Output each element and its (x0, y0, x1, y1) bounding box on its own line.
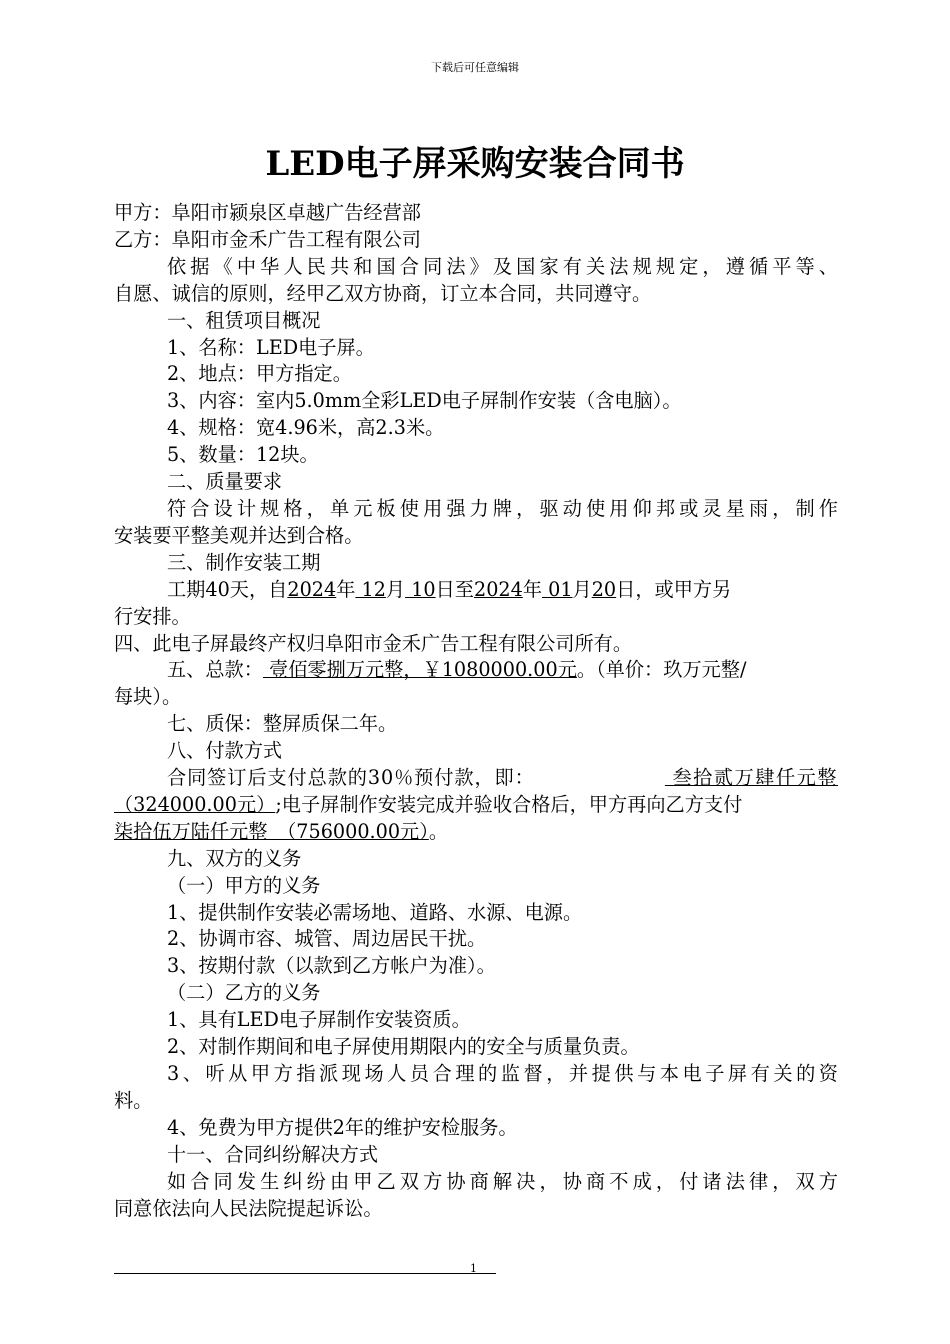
payment-prefix: 合同签订后支付总款的30％预付款，即： (167, 766, 535, 790)
party-b-duties-title: （二）乙方的义务 (167, 981, 321, 1005)
total-suffix: 。（单价：玖万元整/ (576, 658, 747, 682)
intro-line-1: 依据《中华人民共和国合同法》及国家有关法规规定，遵循平等、 (167, 254, 838, 278)
section-5-text-2: 每块）。 (114, 685, 182, 709)
section-11-title: 十一、合同纠纷解决方式 (167, 1142, 379, 1166)
section-8-title: 八、付款方式 (167, 739, 283, 763)
section-2-text-1: 符合设计规格，单元板使用强力牌，驱动使用仰邦或灵星雨，制作 (167, 496, 838, 520)
party-b-duty: 4、免费为甲方提供2年的维护安检服务。 (167, 1115, 518, 1139)
section-3-title: 三、制作安装工期 (167, 550, 321, 574)
section-3-schedule (114, 577, 838, 604)
payment-line-1 (114, 765, 838, 792)
document-title: LED电子屏采购安装合同书 (265, 144, 685, 184)
start-year: 2024 (287, 577, 337, 601)
start-day: 10 (405, 577, 436, 601)
header-note: 下载后可任意编辑 (431, 61, 519, 74)
section-1-item: 5、数量：12块。 (167, 443, 319, 467)
section-5-total (114, 657, 838, 684)
section-11-text-2: 同意依法向人民法院提起诉讼。 (114, 1196, 383, 1220)
party-a-duty: 3、按期付款（以款到乙方帐户为准）。 (167, 954, 496, 978)
balance-amount: 柒拾伍万陆仟元整 （756000.00元） (114, 819, 429, 843)
party-b: 乙方：阜阳市金禾广告工程有限公司 (114, 227, 421, 251)
month-label: 月 (385, 577, 406, 601)
payment-line-2 (114, 792, 838, 819)
schedule-prefix: 工期40天，自 (167, 577, 288, 601)
section-9-title: 九、双方的义务 (167, 846, 302, 870)
total-label: 五、总款： (167, 658, 263, 682)
section-1-item: 4、规格：宽4.96米，高2.3米。 (167, 416, 445, 440)
party-a-duty: 2、协调市容、城管、周边居民干扰。 (167, 927, 487, 951)
section-1-item: 3、内容：室内5.0mm全彩LED电子屏制作安装（含电脑）。 (167, 389, 682, 413)
party-a-duty: 1、提供制作安装必需场地、道路、水源、电源。 (167, 900, 583, 924)
year-label: 年 (336, 577, 356, 601)
party-b-duty: 3、听从甲方指派现场人员合理的监督，并提供与本电子屏有关的资 (167, 1062, 838, 1085)
prepayment-figure: （324000.00元） (114, 792, 276, 816)
payment-line-2-text: ;电子屏制作安装完成并验收合格后，甲方再向乙方支付 (275, 792, 743, 816)
schedule-suffix: 日，或甲方另 (616, 577, 732, 601)
party-b-duty-cont: 料。 (114, 1088, 153, 1112)
year-label: 年 (522, 577, 543, 601)
page-number: 1 (470, 1262, 477, 1275)
section-7-warranty: 七、质保：整屏质保二年。 (167, 712, 398, 736)
month-label: 月 (572, 577, 592, 601)
total-amount: 壹佰零捌万元整，￥1080000.00元 (262, 658, 577, 682)
intro-line-2: 自愿、诚信的原则，经甲乙双方协商，订立本合同，共同遵守。 (114, 281, 652, 305)
section-2-text-2: 安装要平整美观并达到合格。 (114, 523, 364, 547)
contract-body (114, 200, 838, 1222)
section-1-title: 一、租赁项目概况 (167, 308, 321, 332)
section-4-text: 四、此电子屏最终产权归阜阳市金禾广告工程有限公司所有。 (114, 631, 633, 655)
party-a: 甲方：阜阳市颍泉区卓越广告经营部 (114, 201, 421, 224)
section-3-text-2: 行安排。 (114, 604, 191, 628)
payment-line-3 (114, 819, 838, 846)
footer-rule (114, 1273, 496, 1274)
section-1-item: 2、地点：甲方指定。 (167, 362, 352, 386)
end-day: 20 (591, 577, 617, 601)
party-b-duty: 1、具有LED电子屏制作安装资质。 (167, 1008, 471, 1032)
payment-line-3-suffix: 。 (428, 819, 448, 843)
prepayment-amount: 叁拾贰万肆仟元整 (664, 766, 838, 790)
party-a-duties-title: （一）甲方的义务 (167, 873, 321, 897)
party-b-duty: 2、对制作期间和电子屏使用期限内的安全与质量负责。 (167, 1035, 640, 1059)
section-11-text-1: 如合同发生纠纷由甲乙双方协商解决，协商不成，付诸法律，双方 (167, 1169, 838, 1193)
end-month: 01 (542, 577, 573, 601)
to-label: 日至 (435, 577, 474, 601)
end-year: 2024 (473, 577, 523, 601)
start-month: 12 (355, 577, 386, 601)
section-1-item: 1、名称：LED电子屏。 (167, 335, 375, 359)
section-2-title: 二、质量要求 (167, 470, 283, 494)
